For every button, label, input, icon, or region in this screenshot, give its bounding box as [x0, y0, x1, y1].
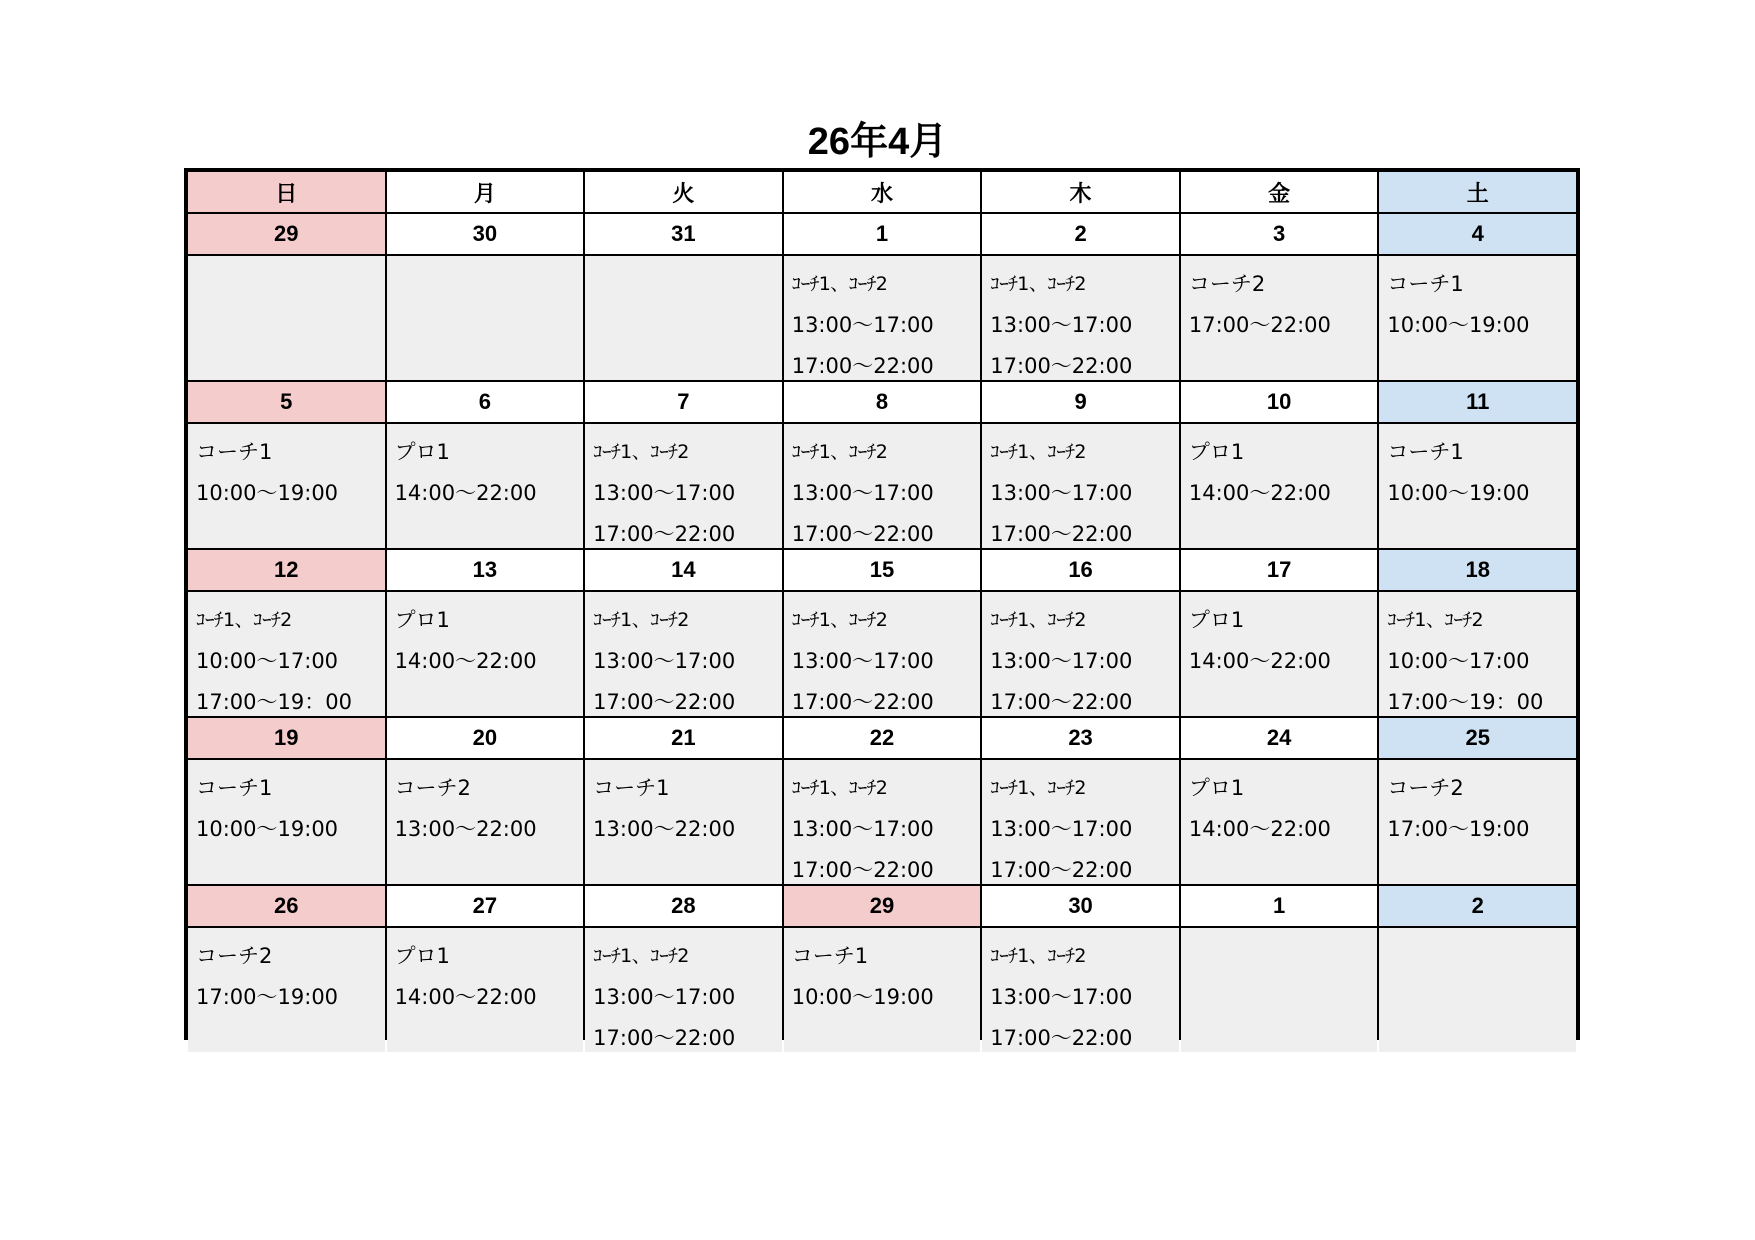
staff-label: コーチ2 [1387, 776, 1464, 800]
date-cell: 2 [1379, 886, 1576, 926]
weekday-header-wed: 水 [784, 172, 981, 212]
schedule-cell [585, 928, 782, 1052]
time-slot: 13:00～17:00 [791, 817, 934, 841]
staff-label: ｺｰﾁ1、ｺｰﾁ2 [990, 945, 1086, 967]
schedule-cell [585, 760, 782, 884]
schedule-cell [784, 424, 981, 548]
time-slot: 17:00～22:00 [593, 1026, 736, 1050]
staff-label: コーチ2 [394, 776, 471, 800]
date-cell: 31 [585, 214, 782, 254]
weekday-header-mon: 月 [387, 172, 584, 212]
time-slot: 13:00～17:00 [990, 985, 1133, 1009]
date-cell: 13 [387, 550, 584, 590]
time-slot: 17:00～22:00 [593, 690, 736, 714]
schedule-cell [188, 424, 385, 548]
schedule-cell [387, 928, 584, 1052]
date-cell: 27 [387, 886, 584, 926]
time-slot: 13:00～17:00 [593, 649, 736, 673]
time-slot: 14:00～22:00 [394, 985, 537, 1009]
staff-label: ｺｰﾁ1、ｺｰﾁ2 [791, 609, 888, 631]
date-cell: 29 [784, 886, 981, 926]
date-cell: 20 [387, 718, 584, 758]
schedule-cell [1379, 424, 1576, 548]
schedule-cell [1181, 928, 1378, 1052]
schedule-cell [585, 592, 782, 716]
time-slot: 13:00～17:00 [593, 985, 736, 1009]
schedule-cell [1181, 760, 1378, 884]
schedule-cell [1379, 928, 1576, 1052]
date-cell: 11 [1379, 382, 1576, 422]
schedule-cell [387, 256, 584, 380]
weekday-header-thu: 木 [982, 172, 1179, 212]
time-slot: 17:00～19:00 [196, 985, 339, 1009]
time-slot: 13:00～17:00 [791, 649, 934, 673]
staff-label: プロ1 [1188, 440, 1245, 464]
date-cell: 24 [1181, 718, 1378, 758]
time-slot: 17:00～22:00 [990, 690, 1133, 714]
date-cell: 22 [784, 718, 981, 758]
date-cell: 5 [188, 382, 385, 422]
date-cell: 3 [1181, 214, 1378, 254]
schedule-cell [982, 424, 1179, 548]
time-slot: 13:00～22:00 [394, 817, 537, 841]
staff-label: プロ1 [1188, 776, 1245, 800]
schedule-cell [784, 760, 981, 884]
schedule-cell [188, 256, 385, 380]
time-slot: 17:00～22:00 [990, 522, 1133, 546]
date-cell: 17 [1181, 550, 1378, 590]
schedule-cell [585, 256, 782, 380]
time-slot: 17:00～19:00 [1387, 817, 1530, 841]
schedule-cell [982, 256, 1179, 380]
weekday-header-sat: 土 [1379, 172, 1576, 212]
time-slot: 17:00～22:00 [593, 522, 736, 546]
schedule-cell [188, 760, 385, 884]
time-slot: 17:00～22:00 [791, 522, 934, 546]
date-cell: 19 [188, 718, 385, 758]
date-cell: 6 [387, 382, 584, 422]
date-cell: 16 [982, 550, 1179, 590]
staff-label: コーチ1 [593, 776, 670, 800]
staff-label: ｺｰﾁ1、ｺｰﾁ2 [990, 777, 1086, 799]
weekday-header-fri: 金 [1181, 172, 1378, 212]
time-slot: 13:00～17:00 [990, 313, 1133, 337]
date-cell: 7 [585, 382, 782, 422]
date-cell: 21 [585, 718, 782, 758]
time-slot: 13:00～17:00 [791, 313, 934, 337]
schedule-cell [1181, 256, 1378, 380]
calendar-grid [184, 168, 1580, 1050]
date-cell: 29 [188, 214, 385, 254]
schedule-cell [1181, 424, 1378, 548]
date-cell: 15 [784, 550, 981, 590]
date-cell: 1 [784, 214, 981, 254]
date-cell: 14 [585, 550, 782, 590]
staff-label: コーチ1 [196, 440, 273, 464]
time-slot: 13:00～17:00 [791, 481, 934, 505]
staff-label: ｺｰﾁ1、ｺｰﾁ2 [593, 945, 689, 967]
time-slot: 14:00～22:00 [1188, 649, 1331, 673]
date-cell: 10 [1181, 382, 1378, 422]
time-slot: 13:00～17:00 [990, 649, 1133, 673]
schedule-cell [982, 592, 1179, 716]
schedule-cell [784, 256, 981, 380]
date-cell: 8 [784, 382, 981, 422]
schedule-cell [1379, 760, 1576, 884]
time-slot: 17:00～22:00 [990, 354, 1133, 378]
date-cell: 9 [982, 382, 1179, 422]
staff-label: コーチ1 [791, 944, 869, 968]
staff-label: ｺｰﾁ1、ｺｰﾁ2 [990, 441, 1086, 463]
staff-label: ｺｰﾁ1、ｺｰﾁ2 [990, 273, 1086, 295]
time-slot: 10:00～19:00 [196, 817, 339, 841]
time-slot: 10:00～19:00 [791, 985, 934, 1009]
time-slot: 17:00～19：00 [196, 690, 352, 714]
schedule-cell [188, 928, 385, 1052]
time-slot: 17:00～22:00 [791, 354, 934, 378]
date-cell: 25 [1379, 718, 1576, 758]
staff-label: プロ1 [394, 608, 450, 632]
time-slot: 13:00～17:00 [990, 817, 1133, 841]
time-slot: 14:00～22:00 [394, 481, 537, 505]
time-slot: 17:00～22:00 [990, 1026, 1133, 1050]
date-cell: 2 [982, 214, 1179, 254]
schedule-cell [1181, 592, 1378, 716]
schedule-cell [387, 424, 584, 548]
time-slot: 17:00～22:00 [990, 858, 1133, 882]
time-slot: 14:00～22:00 [1188, 817, 1331, 841]
time-slot: 17:00～22:00 [791, 690, 934, 714]
staff-label: ｺｰﾁ1、ｺｰﾁ2 [791, 441, 888, 463]
schedule-cell [982, 760, 1179, 884]
staff-label: プロ1 [394, 944, 450, 968]
time-slot: 17:00～19：00 [1387, 690, 1544, 714]
weekday-header-tue: 火 [585, 172, 782, 212]
weekday-header-sun: 日 [188, 172, 385, 212]
date-cell: 30 [982, 886, 1179, 926]
date-cell: 28 [585, 886, 782, 926]
staff-label: ｺｰﾁ1、ｺｰﾁ2 [791, 273, 888, 295]
schedule-cell [387, 592, 584, 716]
time-slot: 10:00～19:00 [1387, 313, 1530, 337]
time-slot: 10:00～17:00 [1387, 649, 1530, 673]
date-cell: 4 [1379, 214, 1576, 254]
staff-label: コーチ2 [1188, 272, 1266, 296]
time-slot: 13:00～22:00 [593, 817, 736, 841]
staff-label: ｺｰﾁ1、ｺｰﾁ2 [791, 777, 888, 799]
staff-label: ｺｰﾁ1、ｺｰﾁ2 [593, 609, 689, 631]
schedule-cell [1379, 256, 1576, 380]
staff-label: ｺｰﾁ1、ｺｰﾁ2 [1387, 609, 1484, 631]
time-slot: 17:00～22:00 [1188, 313, 1331, 337]
schedule-cell [784, 592, 981, 716]
schedule-cell [387, 760, 584, 884]
schedule-cell [982, 928, 1179, 1052]
time-slot: 14:00～22:00 [394, 649, 537, 673]
time-slot: 10:00～17:00 [196, 649, 339, 673]
time-slot: 17:00～22:00 [791, 858, 934, 882]
time-slot: 13:00～17:00 [990, 481, 1133, 505]
time-slot: 14:00～22:00 [1188, 481, 1331, 505]
schedule-cell [188, 592, 385, 716]
staff-label: ｺｰﾁ1、ｺｰﾁ2 [593, 441, 689, 463]
schedule-cell [585, 424, 782, 548]
date-cell: 1 [1181, 886, 1378, 926]
staff-label: コーチ1 [196, 776, 273, 800]
time-slot: 13:00～17:00 [593, 481, 736, 505]
staff-label: ｺｰﾁ1、ｺｰﾁ2 [196, 609, 292, 631]
staff-label: プロ1 [394, 440, 450, 464]
time-slot: 10:00～19:00 [196, 481, 339, 505]
page-title: 26年4月 [807, 121, 948, 163]
schedule-cell [1379, 592, 1576, 716]
date-cell: 30 [387, 214, 584, 254]
date-cell: 18 [1379, 550, 1576, 590]
staff-label: コーチ1 [1387, 272, 1464, 296]
staff-label: コーチ1 [1387, 440, 1464, 464]
date-cell: 23 [982, 718, 1179, 758]
time-slot: 10:00～19:00 [1387, 481, 1530, 505]
schedule-cell [784, 928, 981, 1052]
staff-label: コーチ2 [196, 944, 273, 968]
date-cell: 12 [188, 550, 385, 590]
staff-label: ｺｰﾁ1、ｺｰﾁ2 [990, 609, 1086, 631]
staff-label: プロ1 [1188, 608, 1245, 632]
date-cell: 26 [188, 886, 385, 926]
